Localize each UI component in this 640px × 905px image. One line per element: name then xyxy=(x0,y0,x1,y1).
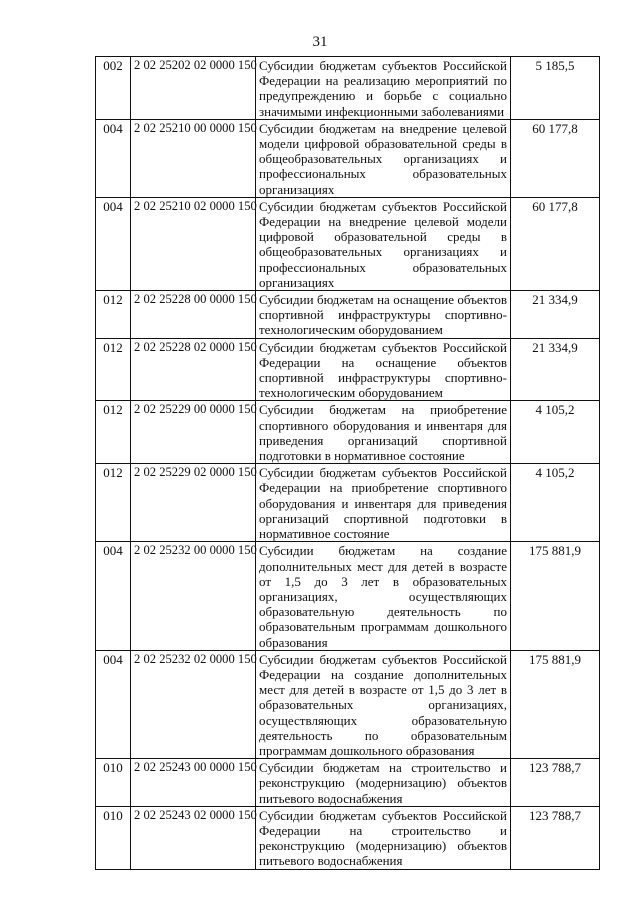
budget-code-cell: 2 02 25229 02 0000 150 xyxy=(131,464,256,542)
admin-code-cell: 004 xyxy=(96,197,131,290)
revenue-name-cell: Субсидии бюджетам субъектов Российской Федерации на реализацию мероприятий по предупреждению и борьбе с социально значимыми инфекционными заболеваниями xyxy=(256,57,511,120)
table-row xyxy=(96,119,600,197)
table-row xyxy=(96,542,600,650)
revenue-name-cell: Субсидии бюджетам субъектов Российской Федерации на приобретение спортивного оборудования и инвентаря для приведения организаций спортивной подготовки в нормативное состояние xyxy=(256,464,511,542)
amount-cell: 21 334,9 xyxy=(511,291,600,339)
budget-code-cell: 2 02 25210 00 0000 150 xyxy=(131,119,256,197)
budget-code-cell: 2 02 25228 02 0000 150 xyxy=(131,338,256,401)
amount-cell: 175 881,9 xyxy=(511,650,600,758)
amount-cell: 5 185,5 xyxy=(511,57,600,120)
revenue-name-cell: Субсидии бюджетам на строительство и реконструкцию (модернизацию) объектов питьевого водоснабжения xyxy=(256,759,511,807)
amount-cell: 60 177,8 xyxy=(511,119,600,197)
revenue-name-cell: Субсидии бюджетам на приобретение спортивного оборудования и инвентаря для приведения организаций спортивной подготовки в нормативное состояние xyxy=(256,401,511,464)
admin-code-cell: 004 xyxy=(96,119,131,197)
table-row xyxy=(96,401,600,464)
table-row xyxy=(96,291,600,339)
revenue-name-cell: Субсидии бюджетам субъектов Российской Федерации на оснащение объектов спортивной инфраструктуры спортивно-технологическим оборудованием xyxy=(256,338,511,401)
table-row xyxy=(96,57,600,120)
amount-cell: 4 105,2 xyxy=(511,401,600,464)
revenue-name-cell: Субсидии бюджетам субъектов Российской Федерации на внедрение целевой модели цифровой образовательной среды в общеобразовательных организациях и профессиональных образовательных организациях xyxy=(256,197,511,290)
table-row xyxy=(96,806,600,869)
budget-code-cell: 2 02 25210 02 0000 150 xyxy=(131,197,256,290)
page-number: 31 xyxy=(312,34,328,50)
revenue-name-cell: Субсидии бюджетам субъектов Российской Федерации на создание дополнительных мест для детей в возрасте от 1,5 до 3 лет в образовательных организациях, осуществляющих образовательную деятельность по образовательным программам дошкольного образования xyxy=(256,650,511,758)
admin-code-cell: 004 xyxy=(96,542,131,650)
budget-code-cell: 2 02 25232 00 0000 150 xyxy=(131,542,256,650)
table-row xyxy=(96,197,600,290)
budget-code-cell: 2 02 25202 02 0000 150 xyxy=(131,57,256,120)
table-row xyxy=(96,650,600,758)
revenue-name-cell: Субсидии бюджетам субъектов Российской Федерации на строительство и реконструкцию (модернизацию) объектов питьевого водоснабжения xyxy=(256,806,511,869)
budget-code-cell: 2 02 25232 02 0000 150 xyxy=(131,650,256,758)
admin-code-cell: 012 xyxy=(96,464,131,542)
admin-code-cell: 012 xyxy=(96,338,131,401)
table-row xyxy=(96,338,600,401)
amount-cell: 4 105,2 xyxy=(511,464,600,542)
amount-cell: 123 788,7 xyxy=(511,759,600,807)
amount-cell: 175 881,9 xyxy=(511,542,600,650)
amount-cell: 60 177,8 xyxy=(511,197,600,290)
revenue-name-cell: Субсидии бюджетам на оснащение объектов спортивной инфраструктуры спортивно-технологическим оборудованием xyxy=(256,291,511,339)
budget-code-cell: 2 02 25228 00 0000 150 xyxy=(131,291,256,339)
admin-code-cell: 010 xyxy=(96,759,131,807)
table-row xyxy=(96,759,600,807)
admin-code-cell: 004 xyxy=(96,650,131,758)
admin-code-cell: 012 xyxy=(96,401,131,464)
admin-code-cell: 012 xyxy=(96,291,131,339)
budget-code-cell: 2 02 25229 00 0000 150 xyxy=(131,401,256,464)
amount-cell: 21 334,9 xyxy=(511,338,600,401)
budget-revenue-table xyxy=(95,56,600,870)
revenue-name-cell: Субсидии бюджетам на внедрение целевой модели цифровой образовательной среды в общеобразовательных организациях и профессиональных образовательных организациях xyxy=(256,119,511,197)
table-row xyxy=(96,464,600,542)
admin-code-cell: 010 xyxy=(96,806,131,869)
admin-code-cell: 002 xyxy=(96,57,131,120)
amount-cell: 123 788,7 xyxy=(511,806,600,869)
budget-code-cell: 2 02 25243 02 0000 150 xyxy=(131,806,256,869)
revenue-name-cell: Субсидии бюджетам на создание дополнительных мест для детей в возрасте от 1,5 до 3 лет в образовательных организациях, осуществляющих образовательную деятельность по образовательным программам дошкольного образования xyxy=(256,542,511,650)
budget-code-cell: 2 02 25243 00 0000 150 xyxy=(131,759,256,807)
